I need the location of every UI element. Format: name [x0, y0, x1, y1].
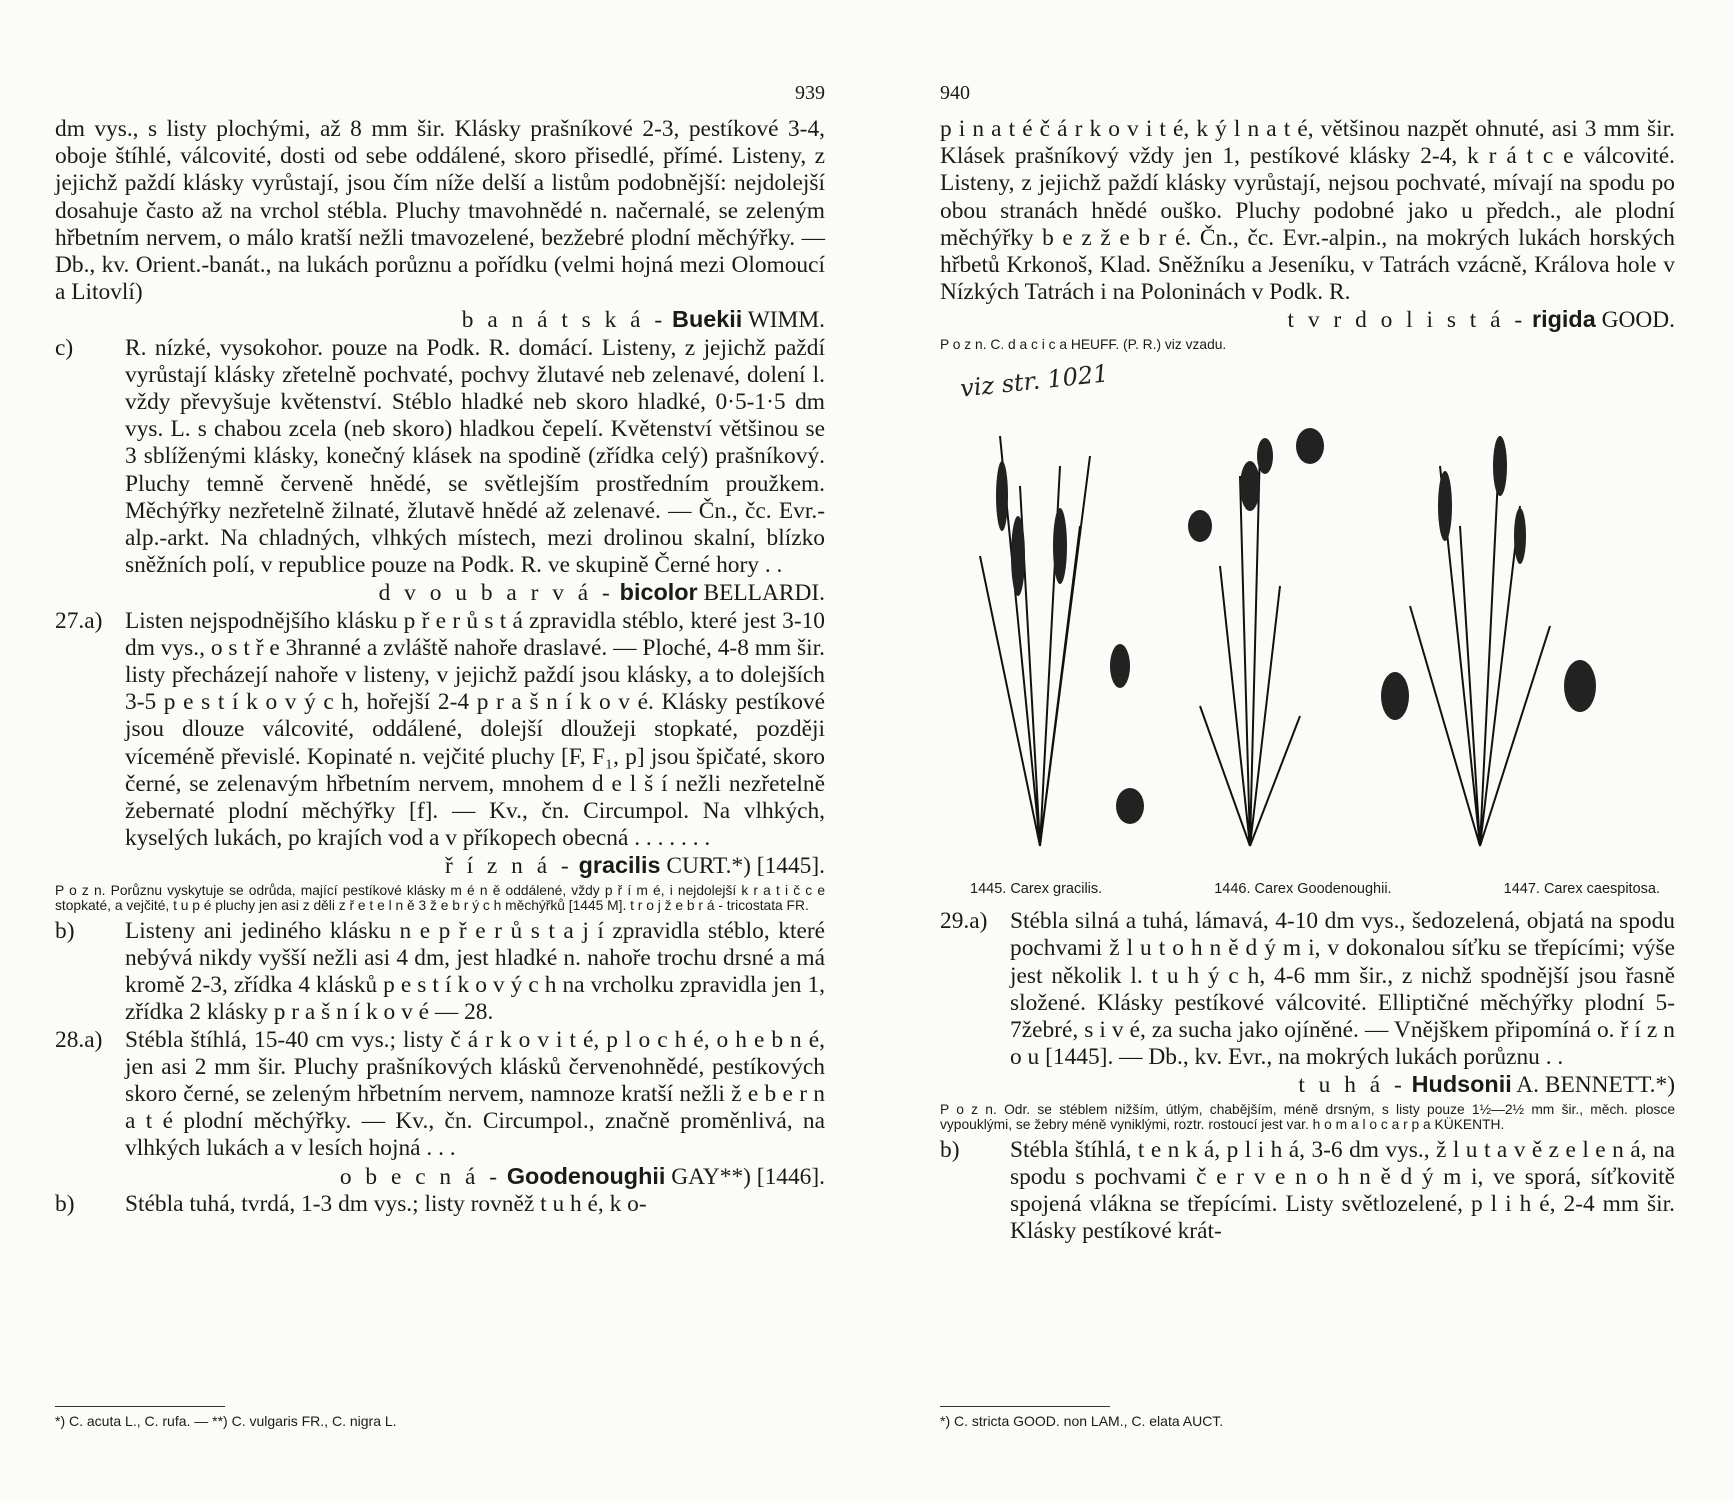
key-27a: 27.a) Listen nejspodnějšího klásku p ř e r ů s t á zpravidla stéblo, které jest 3-10 dm vys., o s t ř e 3hranné a zvláště nahoře draslavé. — Ploché, 4-8 mm šir. listy přecházejí nahoře v listeny, v jejichž paždí jsou klásky, a to dolejších 3-5 p e s t í k o v ý c h, hořejší 2-4 p r a š n í k o v é. Klásky pestíkové jsou dlouze válcovité, oddálené, dolejší dloužeji stopkaté, později víceméně převislé. Kopinaté n. vejčité pluchy [F, F₁, p] jsou špičaté, skoro černé, se zelenavým hřbetním nervem, mnohem d e l š í nežli nezřetelně žebernaté plodní měchýřky [f]. — Kv., čn. Circumpol. Na vlhkých, kyselých lukách, po krajích vod a v příkopech obecná . . . . . . . — [55, 607, 825, 852]
footnote: *) C. stricta GOOD. non LAM., C. elata AUCT. — [940, 1406, 1675, 1429]
note: P o z n. Odr. se stéblem nižším, útlým, chabějším, méně drsným, s listy pouze 1½—2½ mm šir., měch. plosce vypouklými, se žebry méně vyniklými, roztr. rostoucí jest var. h o m a l o c a r p a KÜKENTH. — [940, 1101, 1675, 1133]
paragraph: p i n a t é č á r k o v i t é, k ý l n a t é, většinou nazpět ohnuté, asi 3 mm šir. Klásek prašníkový vždy jen 1, pestíkové klásky 2-4, k r á t c e válcovité. Listeny, z jejichž paždí klásky vyrůstají, nejsou pochvaté, mívají na spodu po obou stranách hnědé ouško. Pluchy podobné jako u předch., ale plodní měchýřky b e z ž e b r é. Čn., čc. Evr.-alpin., na mokrých lukách horských hřbetů Krkonoš, Klad. Sněžníku a Jeseníku, v Tatrách vzácně, Králova hole v Nízkých Tatrách i na Poloninách v Podk. R. — [940, 116, 1675, 306]
caption: 1445. Carex gracilis. — [970, 881, 1103, 898]
key-28b: b) Stébla tuhá, tvrdá, 1-3 dm vys.; listy rovněž t u h é, k o- — [55, 1190, 647, 1217]
footnote: *) C. acuta L., C. rufa. — **) C. vulgaris FR., C. nigra L. — [55, 1406, 825, 1429]
species-name: o b e c n á - Goodenoughii GAY**) [1446]. — [339, 1162, 825, 1190]
species-name: t u h á - Hudsonii A. BENNETT.*) — [1298, 1071, 1675, 1099]
key-28a: 28.a) Stébla štíhlá, 15-40 cm vys.; listy č á r k o v i t é, p l o c h é, o h e b n é, jen asi 2 mm šir. Pluchy prašníkových klásků červenohnědé, pestíkových skoro černé, se zeleným hřbetním nervem, namnoze kratší nežli ž e b e r n a t é plodní měchýřky. — Kv., čn. Circumpol., značně proměnlivá, na vlhkých lukách a v lesích hojná . . . — [55, 1026, 825, 1162]
caption: 1447. Carex caespitosa. — [1503, 881, 1660, 898]
species-name: t v r d o l i s t á - rigida GOOD. — [1287, 306, 1675, 334]
page-number: 940 — [940, 82, 970, 104]
left-page — [55, 0, 825, 1501]
note: P o z n. Porůznu vyskytuje se odrůda, mající pestíkové klásky m é n ě oddálené, vždy p ř í m é, i nejdolejší k r a t i č c e stopkaté, a vejčité, t u p é pluchy jen asi z děli z ř e t e l n ě 3 ž e b r ý c h měchýřků [1445 M]. t r o j ž e b r á - tricostata FR. — [55, 882, 825, 914]
handwritten-note: viz str. 1021 — [958, 359, 1110, 403]
key-29a: 29.a) Stébla silná a tuhá, lámavá, 4-10 dm vys., šedozelená, objatá na spodu pochvami ž l u t o h n ě d ý m i, v dokonalou síťku se třepícími; výše jest několik l. t u h ý c h, 4-6 mm šir., z nichž spodnější jsou řasně složené. Klásky pestíkové válcovité. Elliptičné měchýřky plodní 5-7žebré, s i v é, za sucha jako ojíněné. — Vnějškem připomíná o. ř í z n o u [1445]. — Db., kv. Evr., na mokrých lukách porůznu . . — [940, 908, 1675, 1071]
right-body — [940, 116, 1675, 1245]
key-27b: b) Listeny ani jediného klásku n e p ř e r ů s t a j í zpravidla stéblo, které nebývá nikdy vyšší nežli asi 4 dm, jest hladké n. nahoře trochu drsné a má kromě 2-3, zřídka 4 klásků p e s t í k o v ý c h na vrcholku zpravidla jen 1, zřídka 2 klásky p r a š n í k o v é — 28. — [55, 917, 825, 1026]
species-name: ř í z n á - gracilis CURT.*) [1445]. — [444, 852, 825, 880]
note: P o z n. C. d a c i c a HEUFF. (P. R.) viz vzadu. — [940, 336, 1227, 352]
figure-captions — [970, 876, 1660, 903]
left-body — [55, 116, 825, 1218]
key-c: c) R. nízké, vysokohor. pouze na Podk. R. domácí. Listeny, z jejichž paždí vyrůstají klásky zřetelně pochvaté, pochvy žlutavé neb zelenavé, dolení l. vždy převyšuje květenství. Stéblo hladké neb skoro hladké, 0·5-1·5 dm vys. L. s chabou zcela (neb skoro) hladkou čepelí. Květenství většinou se 3 sblíženými klásky, konečný klásek na spodině (zřídka celý) prašníkový. Pluchy temně červeně hnědé, se světlejším prostředním proužkem. Měchýřky nezřetelně žilnaté, žlutavě hnědé až zelenavé. — Čn., čc. Evr.-alp.-arkt. Na chladných, vlhkých místech, mezi drolinou skalní, blízko sněžních polí, v republice pouze na Podk. R. ve skupině Černé hory . . — [55, 334, 825, 579]
right-page — [940, 0, 1675, 1501]
species-name: d v o u b a r v á - bicolor BELLARDI. — [378, 579, 825, 607]
carex-drawings — [940, 406, 1660, 876]
caption: 1446. Carex Goodenoughii. — [1214, 881, 1392, 898]
key-29b: b) Stébla štíhlá, t e n k á, p l i h á, 3-6 dm vys., ž l u t a v ě z e l e n á, na spodu s pochvami č e r v e n o h n ě d ý m i, ve sporá, síťkovitě spojená vlákna se třepícími. Listy světlozelené, p l i h é, 2-4 mm šir. Klásky pestíkové krát- — [940, 1136, 1675, 1245]
page-number: 939 — [795, 82, 825, 104]
paragraph: dm vys., s listy plochými, až 8 mm šir. Klásky prašníkové 2-3, pestíkové 3-4, oboje štíhlé, válcovité, dosti od sebe oddálené, skoro přisedlé, přímé. Listeny, z jejichž paždí klásky vyrůstají, jsou čím níže delší a listům podobnější: nejdolejší dosahuje často až na vrchol stébla. Pluchy tmavohnědé n. načernalé, se zeleným hřbetním nervem, o málo kratší nežli tmavozelené, bezžebré plodní měchýřky. — Db., kv. Orient.-banát., na lukách porůznu a pořídku (velmi hojná mezi Olomoucí a Litovlí) — [55, 116, 825, 306]
species-name: b a n á t s k á - Buekii WIMM. — [461, 306, 825, 334]
plant-illustration — [940, 359, 1675, 902]
